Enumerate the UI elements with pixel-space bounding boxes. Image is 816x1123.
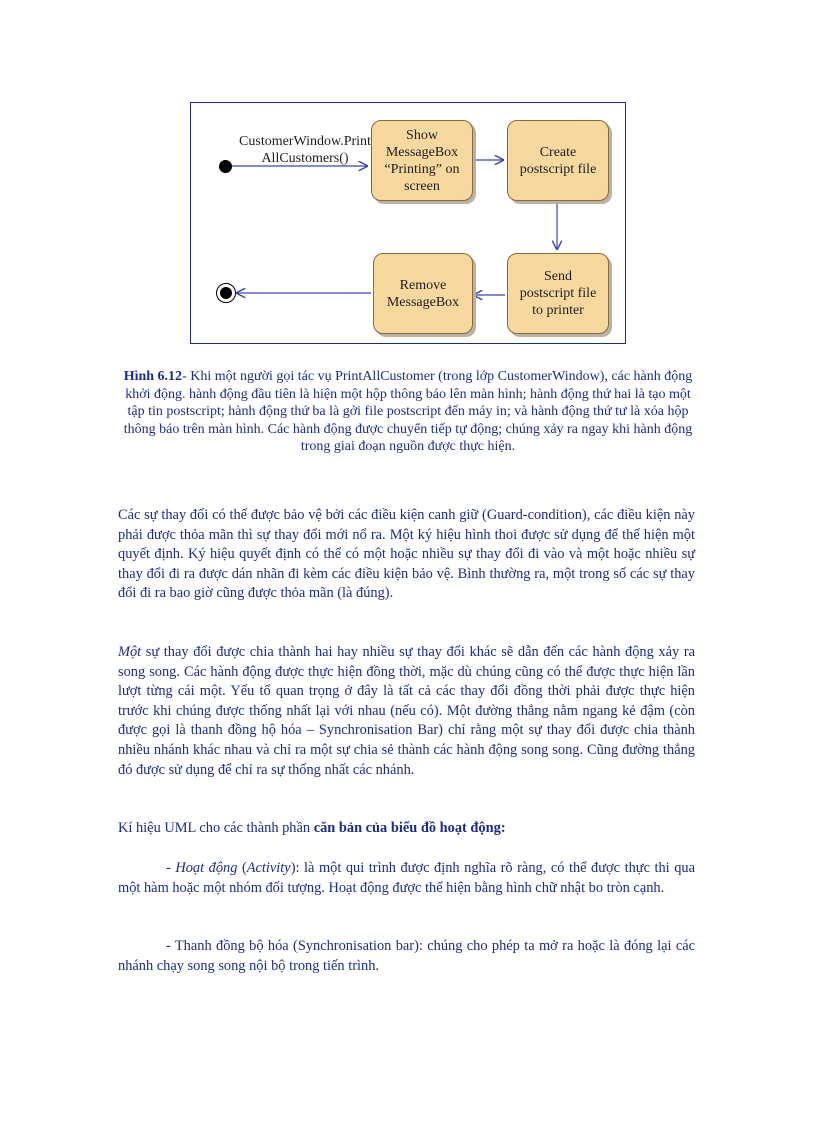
node4-line-1: Remove <box>399 277 447 293</box>
caption-label: Hình 6.12 <box>123 369 183 384</box>
list-item-activity: - Hoạt động (Activity): là một qui trình được định nghĩa rõ ràng, có thể được thực thi qua một hàm hoặc một nhóm đối tượng. Hoạt động được thể hiện bằng hình chữ nhật bo tròn cạnh. <box>118 860 695 896</box>
activity-term-en: Activity <box>246 860 291 876</box>
action-remove-messagebox <box>373 253 473 334</box>
node3-line-1: Send <box>543 269 572 284</box>
activity-diagram <box>190 102 626 344</box>
final-state <box>216 283 236 303</box>
node1-line-3: “Printing” on <box>384 161 460 177</box>
node3-line-2: postscript file <box>519 286 597 301</box>
paragraph2-text: sự thay đổi được chia thành hai hay nhiều sự thay đổi khác sẽ dẫn đến các hành động xảy ra song song. Các hành động được thực hiện đồng thời, mặc dù chúng cũng có thể được thực hiện lần lượt từng cái một. Yếu tố quan trọng ở đây là tất cả các thay đổi đồng thời phải được thực hiện trước khi chúng được thống nhất lại với nhau (nếu có). Một đường thẳng nằm ngang kẻ đậm (còn được gọi là thanh đồng hộ hóa – Synchronisation Bar) chỉ rằng một sự thay đổi được chia thành nhiều nhánh khác nhau và chỉ ra một sự chia sẻ thành các hành động song song. Cũng đường thẳng đó được sử dụng để chỉ ra sự thống nhất các nhánh. <box>118 644 695 778</box>
node1-line-2: MessageBox <box>385 144 459 160</box>
paragraph-parallel-actions <box>118 643 695 780</box>
caption-text: - Khi một người gọi tác vụ PrintAllCustomer (trong lớp CustomerWindow), các hành động khởi động. hành động đầu tiên là hiện một hộp thông báo lên màn hình; hành động thứ hai là tạo một tập tin postscript; hành động thứ ba là gởi file postscript đến máy in; và hành động thứ tư là xóa hộp thông báo trên màn hình. Các hành động được chuyển tiếp tự động; chúng xảy ra ngay khi hành động trong giai đoạn nguồn được thực hiện. <box>123 369 693 455</box>
figure-caption <box>118 368 698 456</box>
paragraph2-emphasis: Một <box>118 644 142 660</box>
start-label-line-1: CustomerWindow.Print <box>239 134 371 149</box>
node1-line-1: Show <box>406 127 438 143</box>
action-show-messagebox <box>371 120 473 201</box>
action-send-postscript <box>507 253 609 334</box>
action-create-postscript <box>507 120 609 201</box>
uml-notation-heading <box>118 820 506 837</box>
node2-line-1: Create <box>539 144 577 160</box>
heading-plain: Kí hiệu UML cho các thành phần <box>118 820 314 836</box>
initial-state <box>219 160 232 173</box>
node2-line-2: postscript file <box>519 161 597 177</box>
node3-line-3: to printer <box>532 303 584 318</box>
paragraph-guard-condition: Các sự thay đổi có thể được bảo vệ bởi các điều kiện canh giữ (Guard-condition), các điều kiện này phải được thỏa mãn thì sự thay đổi mới nổ ra. Một ký hiệu hình thoi được sử dụng để thể hiện một quyết định. Ký hiệu quyết định có thể có một hoặc nhiều sự thay đổi đi vào và một hoặc nhiều sự thay đổi đi ra được dán nhãn đi kèm các điều kiện bảo vệ. Bình thường ra, một trong số các sự thay đổi đi ra bao giờ cũng được thỏa mãn (là đúng). <box>118 507 695 602</box>
list-item-sync-bar: - Thanh đồng bộ hóa (Synchronisation bar): chúng cho phép ta mở ra hoặc là đóng lại các nhánh chạy song song nội bộ trong tiến trình. <box>118 938 695 974</box>
start-label-line-2: AllCustomers() <box>261 151 349 166</box>
heading-bold: căn bản của biểu đồ hoạt động: <box>313 820 506 836</box>
node4-line-2: MessageBox <box>386 294 460 310</box>
node1-line-4: screen <box>404 178 440 194</box>
start-transition-label <box>225 133 385 167</box>
activity-term-vi: Hoạt động <box>175 860 238 876</box>
